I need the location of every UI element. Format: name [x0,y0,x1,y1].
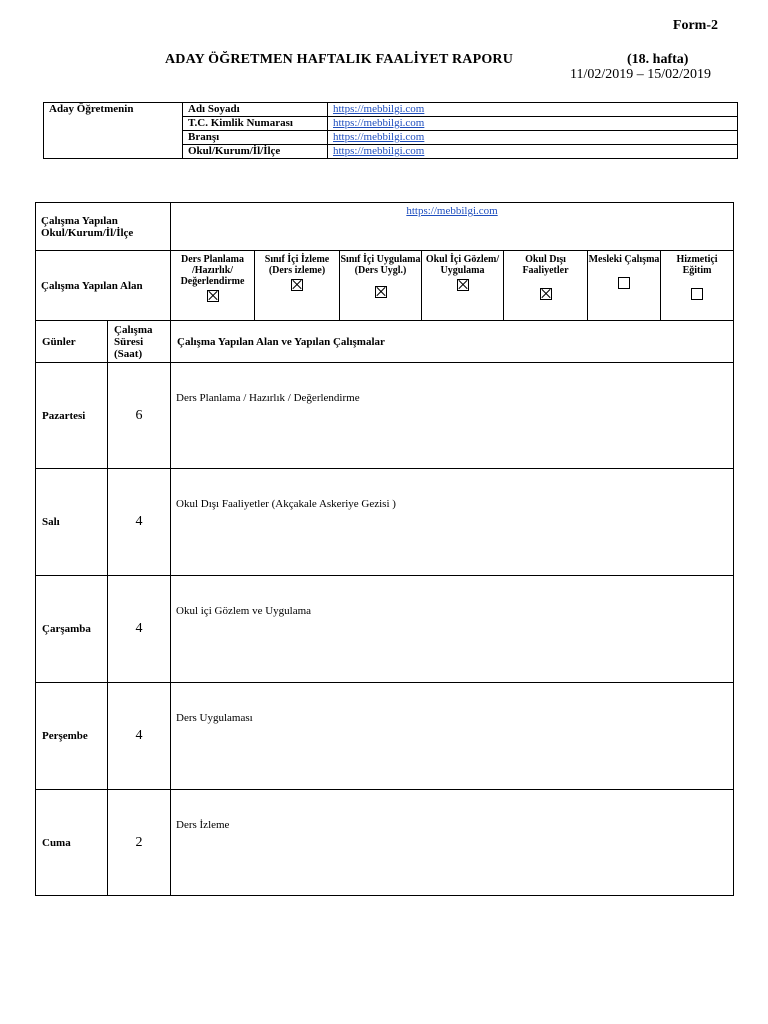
school-value-cell [171,203,734,251]
category-label: Hizmetiçi Eğitim [676,254,718,276]
category-school-observation [422,251,504,321]
info-row [44,103,738,117]
day-row [36,576,734,683]
col-days-header: Günler [36,321,108,363]
info-label: Okul/Kurum/İl/İlçe [183,145,328,159]
col-hours-header: Çalışma Süresi (Saat) [108,321,171,363]
checkbox-unchecked[interactable] [691,288,703,300]
candidate-info-table [43,102,738,159]
date-range: 11/02/2019 – 15/02/2019 [570,67,712,82]
checkbox-unchecked[interactable] [618,277,630,289]
info-link[interactable]: https://mebbilgi.com [333,117,425,129]
info-value [328,117,738,131]
day-name: Pazartesi [36,363,108,469]
day-row [36,683,734,790]
day-name: Çarşamba [36,576,108,683]
category-outside-activities [504,251,588,321]
area-label: Çalışma Yapılan Alan [36,251,171,321]
category-inservice-training [661,251,734,321]
category-label: Sınıf İçi Uygulama (Ders Uygl.) [340,254,421,276]
day-row [36,790,734,896]
checkbox-checked[interactable] [457,279,469,291]
category-label: Mesleki Çalışma [588,254,660,265]
category-label: Ders Planlama /Hazırlık/ Değerlendirme [180,254,245,287]
info-value [328,131,738,145]
category-professional-work [588,251,661,321]
area-row [36,251,734,321]
info-link[interactable]: https://mebbilgi.com [333,145,425,157]
weekly-activity-table [35,202,734,896]
info-link[interactable]: https://mebbilgi.com [333,103,425,115]
checkbox-checked[interactable] [540,288,552,300]
day-work: Ders Uygulaması [171,683,734,790]
form-number: Form-2 [672,18,718,33]
column-header-row [36,321,734,363]
school-link[interactable]: https://mebbilgi.com [406,205,498,217]
info-value [328,103,738,117]
info-value [328,145,738,159]
info-link[interactable]: https://mebbilgi.com [333,131,425,143]
category-label: Okul Dışı Faaliyetler [522,254,569,276]
day-work: Ders Planlama / Hazırlık / Değerlendirme [171,363,734,469]
category-label: Sınıf İçi İzleme (Ders izleme) [264,254,330,276]
info-label: Branşı [183,131,328,145]
day-row [36,363,734,469]
category-class-practice [340,251,422,321]
info-label: Adı Soyadı [183,103,328,117]
checkbox-checked[interactable] [375,286,387,298]
day-hours: 4 [108,576,171,683]
info-label: T.C. Kimlik Numarası [183,117,328,131]
category-class-observation [255,251,340,321]
category-label: Okul İçi Gözlem/ Uygulama [425,254,500,276]
category-lesson-planning [171,251,255,321]
day-work: Ders İzleme [171,790,734,896]
school-row [36,203,734,251]
checkbox-checked[interactable] [207,290,219,302]
week-label: (18. hafta) [627,52,689,67]
day-name: Cuma [36,790,108,896]
col-work-header: Çalışma Yapılan Alan ve Yapılan Çalışmalar [171,321,734,363]
day-work: Okul Dışı Faaliyetler (Akçakale Askeriye Gezisi ) [171,469,734,576]
day-hours: 2 [108,790,171,896]
day-work: Okul içi Gözlem ve Uygulama [171,576,734,683]
candidate-group-label: Aday Öğretmenin [44,103,183,159]
day-hours: 6 [108,363,171,469]
day-hours: 4 [108,683,171,790]
school-label: Çalışma Yapılan Okul/Kurum/İl/İlçe [36,203,171,251]
day-name: Perşembe [36,683,108,790]
page-title: ADAY ÖĞRETMEN HAFTALIK FAALİYET RAPORU [165,52,514,67]
day-name: Salı [36,469,108,576]
day-hours: 4 [108,469,171,576]
day-row [36,469,734,576]
checkbox-checked[interactable] [291,279,303,291]
